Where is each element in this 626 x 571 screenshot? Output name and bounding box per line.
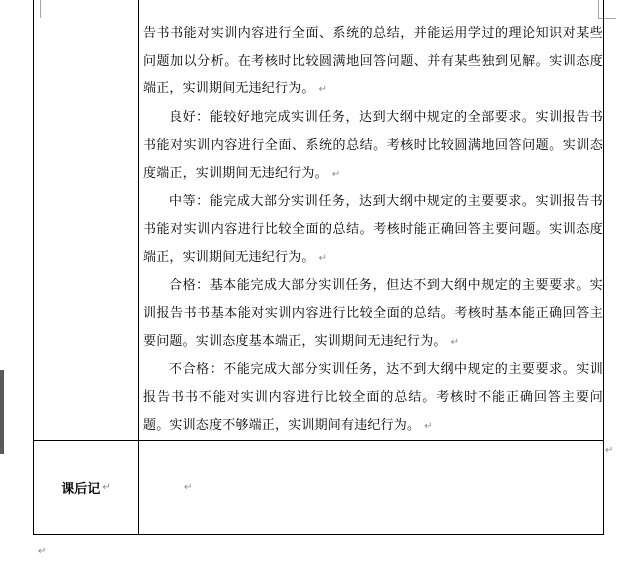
table-column-divider xyxy=(138,0,139,534)
paragraph-mark-icon: ↵ xyxy=(318,84,328,96)
paragraph-mark-icon: ↵ xyxy=(331,168,341,180)
document-end-mark-icon[interactable]: ↵ xyxy=(38,546,47,557)
paragraph-mark-icon: ↵ xyxy=(102,482,111,493)
paragraph-text: 合格：基本能完成大部分实训任务，但达不到大纲中规定的主要要求。实训报告书书基本能对实训内容进行比较全面的总结。考核时基本能正确回答主要问题。实训态度基本端正，实训期间无违纪行为。 xyxy=(143,278,603,349)
paragraph-mark-icon: ↵ xyxy=(450,336,460,348)
paragraph-text: 中等：能完成大部分实训任务，达到大纲中规定的主要要求。实训报告书书能对实训内容进行比较全面的总结。考核时能正确回答主要问题。实训态度端正，实训期间无违纪行为。 xyxy=(143,194,603,265)
scroll-handle[interactable] xyxy=(0,370,4,454)
after-class-content-mark-icon[interactable]: ↵ xyxy=(184,482,193,493)
paragraph-text: 不合格：不能完成大部分实训任务，达不到大纲中规定的主要要求。实训报告书书不能对实训内容进行比较全面的总结。考核时不能正确回答主要问题。实训态度不够端正，实训期间有违纪行为。 xyxy=(143,362,603,433)
evaluation-table xyxy=(33,0,604,535)
criteria-paragraph-medium xyxy=(143,188,603,272)
after-class-label-cell[interactable] xyxy=(34,441,138,534)
after-class-label: 课后记 xyxy=(61,482,101,497)
row-end-mark-icon: ↵ xyxy=(605,445,614,456)
grading-criteria-cell[interactable] xyxy=(143,20,603,441)
criteria-paragraph-pass xyxy=(143,272,603,356)
criteria-paragraph-excellent-continued xyxy=(143,20,603,104)
paragraph-text: 良好：能较好地完成实训任务，达到大纲中规定的全部要求。实训报告书书能对实训内容进行全面、系统的总结。考核时比较圆满地回答问题。实训态度端正，实训期间无违纪行为。 xyxy=(143,110,603,181)
paragraph-text: 告书书能对实训内容进行全面、系统的总结，并能运用学过的理论知识对某些问题加以分析。在考核时比较圆满地回答问题、并有某些独到见解。实训态度端正，实训期间无违纪行为。 xyxy=(143,26,603,97)
paragraph-mark-icon: ↵ xyxy=(424,420,433,432)
paragraph-mark-icon: ↵ xyxy=(318,252,328,264)
criteria-paragraph-good xyxy=(143,104,603,188)
criteria-paragraph-fail xyxy=(143,356,603,440)
